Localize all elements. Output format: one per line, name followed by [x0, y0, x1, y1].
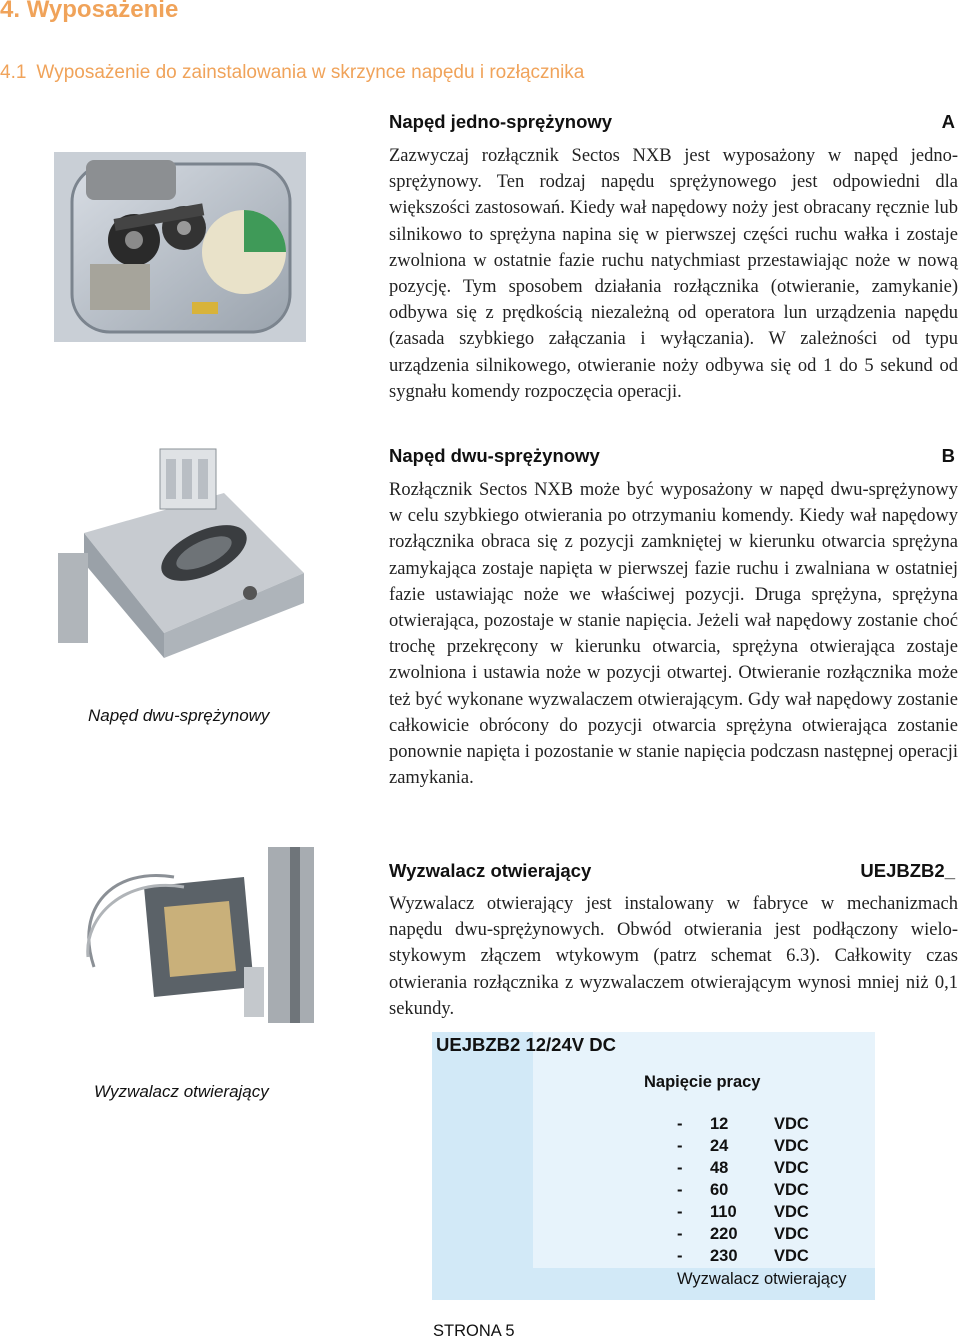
voltage-unit: VDC [774, 1225, 809, 1243]
voltage-dash: - [677, 1247, 683, 1265]
two-spring-photo-caption: Napęd dwu-sprężynowy [88, 706, 270, 725]
voltage-value: 12 [710, 1115, 729, 1133]
voltage-unit: VDC [774, 1137, 809, 1155]
single-spring-drive-photo [54, 152, 306, 342]
voltage-unit: VDC [774, 1203, 809, 1221]
voltage-dash: - [677, 1181, 683, 1199]
section-c-code: UEJBZB2_ [860, 860, 955, 881]
voltage-dash: - [677, 1137, 683, 1155]
chapter-heading [0, 0, 178, 24]
voltage-value: 230 [710, 1247, 738, 1265]
spec-voltage-label: Napięcie pracy [644, 1073, 761, 1091]
section-heading [0, 62, 584, 84]
spec-code: UEJBZB2 [436, 1034, 521, 1055]
voltage-unit: VDC [774, 1247, 809, 1265]
two-spring-drive-photo [54, 443, 310, 665]
voltage-unit: VDC [774, 1181, 809, 1199]
section-a-text: Zazwyczaj rozłącznik Sectos NXB jest wyposażony w napęd jedno-sprężynowy. Ten rodzaj napędu sprężynowego jest odpowiedni dla większości zastosowań. Kiedy wał napędowy noży jest obracany ręcznie lub silnikowo to sprężyna napina się w pierwszej części ruchu wałka i zostaje zwolniona w ostatnie fazie ruchu natychmiast przestawiając noże w nową pozycję. Tym sposobem działania rozłącznika (otwieranie, zamykanie) odbywa się z prędkością niezależną od operatora lun urządzenia napędu (zasada szybkiego załączania i wyłączania). W zależności od typu urządzenia silnikowego, otwieranie noży odbywa się od 1 do 5 sekund od sygnału komendy rozpoczęcia operacji. [389, 146, 958, 402]
section-b-title-text: Napęd dwu-sprężynowy [389, 445, 600, 466]
section-b-code: B [941, 445, 955, 466]
spec-box-footer-text: Wyzwalacz otwierający [677, 1270, 847, 1288]
section-c-title-text: Wyzwalacz otwierający [389, 860, 592, 881]
chapter-number: 4. [0, 0, 21, 23]
spec-rating: 12/24V DC [525, 1034, 616, 1055]
voltage-dash: - [677, 1159, 683, 1177]
section-b-text: Rozłącznik Sectos NXB może być wyposażony w napęd dwu-sprężynowy w celu szybkiego otwierania po otrzymaniu komendy. Kiedy wał napędowy rozłącznika obraca się z pozycji zamkniętej w kierunku otwarcia sprężyna zamykająca zostaje napięta w pierwszej fazie ruchu i zwalniana w ostatniej fazie ustawiając noże we właściwej pozycji. Druga sprężyna, sprężyna otwierająca, pozostaje w stanie napięcia. Jeżeli wał napędowy zostanie choć trochę przekręcony w kierunku otwarcia, sprężyna otwierająca zostaje zwolniona i ustawia noże w pozycji otwartej. Otwieranie rozłącznika może też być wykonane wyzwalaczem otwierającym. Gdy wał napędowy zostanie całkowicie obrócony do pozycji otwarcia sprężyna otwierająca zostanie ponownie napięta i pozostanie w stanie napięcia podczasn następnej operacji zamykania. [389, 480, 958, 789]
voltage-value: 220 [710, 1225, 738, 1243]
opening-release-photo [54, 847, 314, 1023]
voltage-value: 60 [710, 1181, 729, 1199]
section-a-title-text: Napęd jedno-sprężynowy [389, 111, 613, 132]
section-title: Wyposażenie do zainstalowania w skrzynce napędu i rozłącznika [36, 62, 585, 83]
section-b-title [389, 445, 955, 467]
section-c-text: Wyzwalacz otwierający jest instalowany w fabryce w mechanizmach napędu dwu-sprężynowych. Obwód otwierania jest podłączony wielo-stykowym złączem wtykowym (patrz schemat 6.3). Całkowity czas otwierania rozłącznika z wyzwalaczem otwierającym wynosi mniej niż 0,1 sekundy. [389, 894, 958, 1019]
spec-box-left-panel [432, 1032, 533, 1300]
section-a-code: A [941, 111, 955, 132]
spec-box-title [436, 1034, 616, 1056]
voltage-dash: - [677, 1115, 683, 1133]
voltage-unit: VDC [774, 1159, 809, 1177]
section-number: 4.1 [0, 62, 27, 83]
voltage-dash: - [677, 1225, 683, 1243]
section-c-title [389, 860, 955, 882]
voltage-unit: VDC [774, 1115, 809, 1133]
release-photo-caption: Wyzwalacz otwierający [94, 1082, 269, 1101]
voltage-value: 110 [710, 1203, 737, 1221]
voltage-dash: - [677, 1203, 683, 1221]
page-number: STRONA 5 [433, 1322, 515, 1340]
section-a-title [389, 111, 955, 133]
voltage-value: 48 [710, 1159, 729, 1177]
chapter-title: Wyposażenie [26, 0, 179, 23]
voltage-value: 24 [710, 1137, 729, 1155]
